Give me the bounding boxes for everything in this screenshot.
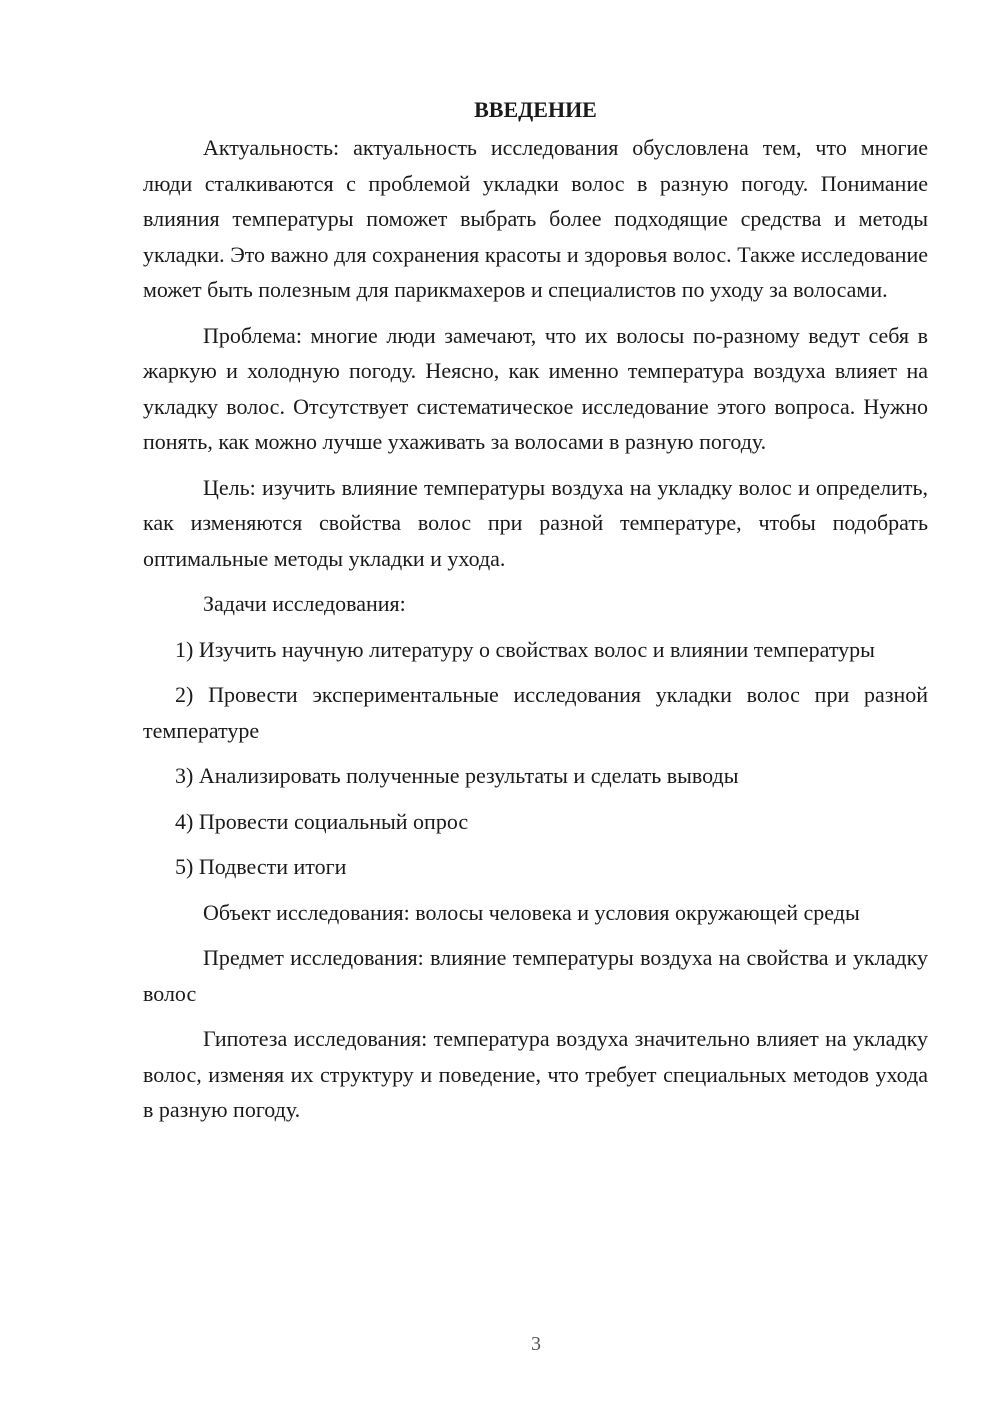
object-paragraph: Объект исследования: волосы человека и условия окружающей среды [203, 899, 860, 925]
page-content [143, 92, 928, 1138]
task-item-4: 4) Провести социальный опрос [175, 808, 469, 834]
hypothesis-paragraph: Гипотеза исследования: температура воздуха значительно влияет на укладку волос, изменяя их структуру и поведение, что требует специальных методов ухода в разную погоду. [143, 1026, 928, 1122]
subject-paragraph: Предмет исследования: влияние температуры воздуха на свойства и укладку волос [143, 945, 928, 1006]
task-item-1: 1) Изучить научную литературу о свойствах волос и влиянии температуры [175, 636, 875, 662]
relevance-paragraph: Актуальность: актуальность исследования обусловлена тем, что многие люди сталкиваются с проблемой укладки волос в разную погоду. Понимание влияния температуры поможет выбрать более подходящие средства и методы укладки. Это важно для сохранения красоты и здоровья волос. Также исследование может быть полезным для парикмахеров и специалистов по уходу за волосами. [143, 135, 928, 302]
tasks-title: Задачи исследования: [203, 591, 406, 616]
section-heading: ВВЕДЕНИЕ [474, 97, 597, 122]
problem-paragraph: Проблема: многие люди замечают, что их волосы по-разному ведут себя в жаркую и холодную погоду. Неясно, как именно температура воздуха влияет на укладку волос. Отсутствует систематическое исследование этого вопроса. Нужно понять, как можно лучше ухаживать за волосами в разную погоду. [143, 322, 928, 454]
task-item-3: 3) Анализировать полученные результаты и сделать выводы [175, 763, 739, 788]
task-item-5: 5) Подвести итоги [175, 854, 347, 879]
goal-paragraph: Цель: изучить влияние температуры воздуха на укладку волос и определить, как изменяются свойства волос при разной температуре, чтобы подобрать оптимальные методы укладки и ухода. [143, 474, 928, 571]
task-item-2: 2) Провести экспериментальные исследования укладки волос при разной температуре [143, 682, 928, 743]
page-number: 3 [531, 1333, 541, 1355]
